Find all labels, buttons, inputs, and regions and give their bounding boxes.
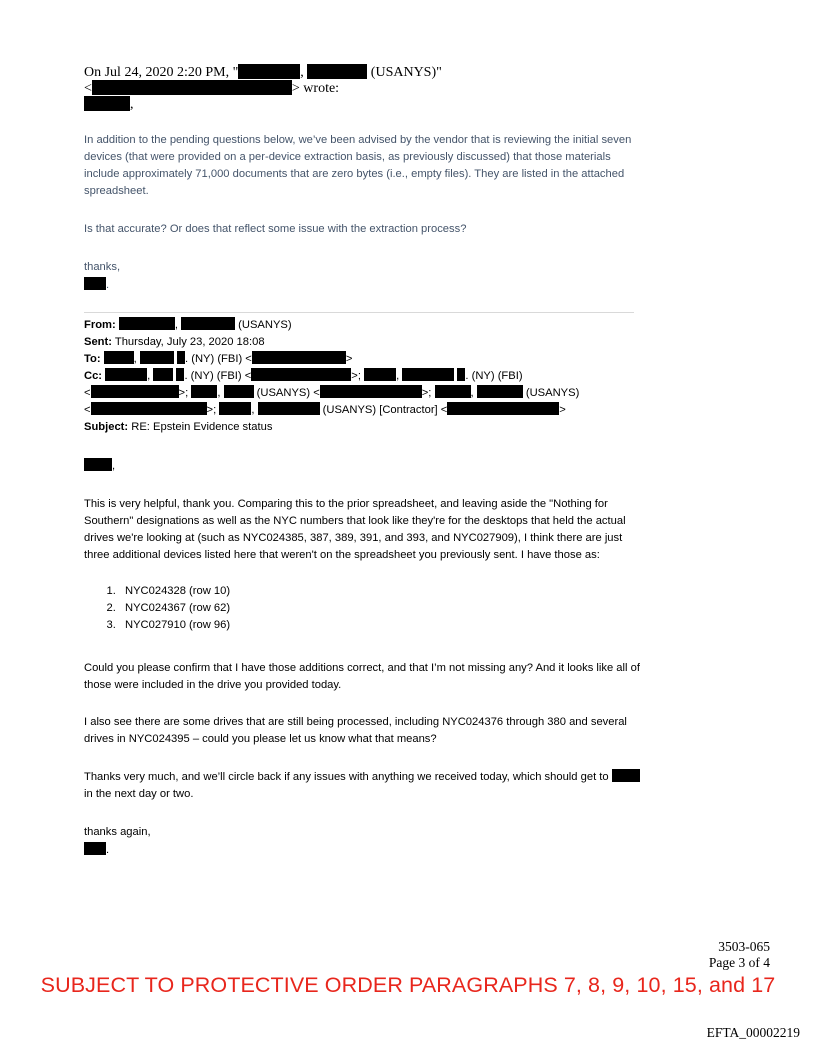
cc-part: >; — [206, 404, 217, 416]
reply-signature — [84, 842, 644, 859]
cc-part: < — [84, 387, 91, 399]
cc-part: (USANYS) [Contractor] < — [322, 404, 448, 416]
reply-paragraph-2: Could you please confirm that I have those additions correct, and that I’m not missing any? And it looks like all of those were included in the drive you provided today. — [84, 662, 640, 691]
redaction — [219, 402, 251, 415]
redaction — [252, 351, 346, 364]
cc-part: . (NY) (FBI) < — [184, 370, 252, 382]
reply-signoff: thanks again, — [84, 826, 151, 838]
period: . — [106, 844, 110, 856]
redaction — [224, 385, 254, 398]
reply-greeting — [84, 458, 644, 475]
reply-paragraph-4 — [84, 769, 644, 803]
cc-part: (USANYS) < — [256, 387, 320, 399]
quoted-header-org: (USANYS)" — [370, 65, 442, 80]
bates-number: EFTA_00002219 — [706, 1025, 800, 1040]
list-item: 3. NYC027910 (row 96) — [119, 617, 644, 634]
redaction — [84, 842, 106, 855]
device-list — [84, 583, 644, 634]
redaction — [105, 368, 147, 381]
cc-part: >; — [178, 387, 189, 399]
redaction — [181, 317, 235, 330]
list-item: 2. NYC024367 (row 62) — [119, 600, 644, 617]
redaction — [612, 769, 640, 782]
cc-part: . (NY) (FBI) — [465, 370, 523, 382]
redaction — [84, 277, 106, 290]
cc-part: (USANYS) — [525, 387, 580, 399]
list-item: 1. NYC024328 (row 10) — [119, 583, 644, 600]
redaction — [191, 385, 217, 398]
bracket-open: < — [84, 81, 92, 96]
cc-part: >; — [351, 370, 361, 382]
cc-part: < — [84, 404, 91, 416]
redaction — [153, 368, 173, 381]
redaction — [251, 368, 351, 381]
to-line: To: , . (NY) (FBI) < > — [84, 353, 353, 365]
doc-number: 3503-065 — [718, 939, 770, 954]
paragraph-text: Thanks very much, and we’ll circle back if any issues with anything we received today, which should get to — [84, 771, 609, 783]
cc-label: Cc: — [84, 370, 103, 382]
quoted-signature — [84, 277, 644, 294]
quoted-signoff: thanks, — [84, 261, 121, 273]
quoted-header-date: On Jul 24, 2020 2:20 PM, " — [84, 65, 239, 80]
redaction — [402, 368, 454, 381]
to-label: To: — [84, 353, 101, 365]
redaction — [177, 351, 185, 364]
divider — [84, 312, 634, 313]
redaction — [84, 458, 112, 471]
quoted-paragraph-1: In addition to the pending questions below, we’ve been advised by the vendor that is reviewing the initial seven devices (that were provided on a per-device extraction basis, as previously discussed) that those materials include approximately 71,000 documents that are zero bytes (i.e., empty files). They are listed in the attached spreadsheet. — [84, 134, 632, 197]
to-end: > — [345, 353, 353, 365]
comma: , — [130, 97, 134, 112]
redaction — [435, 385, 471, 398]
protective-order-stamp: SUBJECT TO PROTECTIVE ORDER PARAGRAPHS 7, 8, 9, 10, 15, and 17 — [40, 973, 776, 997]
redaction — [92, 80, 292, 95]
quoted-header-line-3 — [84, 96, 134, 113]
redaction — [104, 351, 134, 364]
subject-line — [84, 419, 272, 436]
quoted-header-line-1 — [84, 64, 442, 81]
redaction — [364, 368, 396, 381]
redaction — [307, 64, 367, 79]
cc-part: > — [559, 404, 566, 416]
cc-line-1: Cc: , . (NY) (FBI) < >; , . (NY) (FBI) — [84, 370, 523, 382]
redaction — [140, 351, 174, 364]
cc-line-3: < >; , (USANYS) [Contractor] < > — [84, 404, 566, 416]
redaction — [91, 385, 179, 398]
comma: , — [112, 460, 116, 472]
sent-line — [84, 334, 265, 351]
cc-part: >; — [421, 387, 432, 399]
from-org: (USANYS) — [238, 319, 292, 331]
redaction — [477, 385, 523, 398]
comma: , — [300, 65, 304, 80]
redaction — [119, 317, 175, 330]
from-line: From: , (USANYS) — [84, 319, 292, 331]
subject-label: Subject: — [84, 421, 129, 433]
subject-value: RE: Epstein Evidence status — [131, 421, 273, 433]
page-number: Page 3 of 4 — [708, 955, 770, 970]
period: . — [106, 279, 110, 291]
redaction — [258, 402, 320, 415]
redaction — [238, 64, 300, 79]
to-mid: . (NY) (FBI) < — [185, 353, 252, 365]
redaction — [447, 402, 559, 415]
redaction — [84, 96, 130, 111]
quoted-paragraph-2: Is that accurate? Or does that reflect some issue with the extraction process? — [84, 223, 467, 235]
quoted-header-line-2 — [84, 80, 339, 97]
sent-label: Sent: — [84, 336, 112, 348]
paragraph-text: in the next day or two. — [84, 788, 194, 800]
quoted-header-wrote: > wrote: — [291, 81, 340, 96]
cc-line-2: < >; , (USANYS) < >; , (USANYS) — [84, 387, 580, 399]
redaction — [320, 385, 422, 398]
redaction — [91, 402, 207, 415]
reply-paragraph-3: I also see there are some drives that are still being processed, including NYC024376 through 380 and several drives in NYC024395 – could you please let us know what that means? — [84, 716, 627, 745]
reply-paragraph-1: This is very helpful, thank you. Comparing this to the prior spreadsheet, and leaving aside the "Nothing for Southern" designations as well as the NYC numbers that look like they're for the desktops that held the actual drives we're looking at (such as NYC024385, 387, 389, 391, and 393, and NYC027909), I think there are just three additional devices listed here that weren't on the spreadsheet you previously sent. I have those as: — [84, 498, 626, 561]
from-label: From: — [84, 319, 116, 331]
sent-value: Thursday, July 23, 2020 18:08 — [114, 336, 265, 348]
